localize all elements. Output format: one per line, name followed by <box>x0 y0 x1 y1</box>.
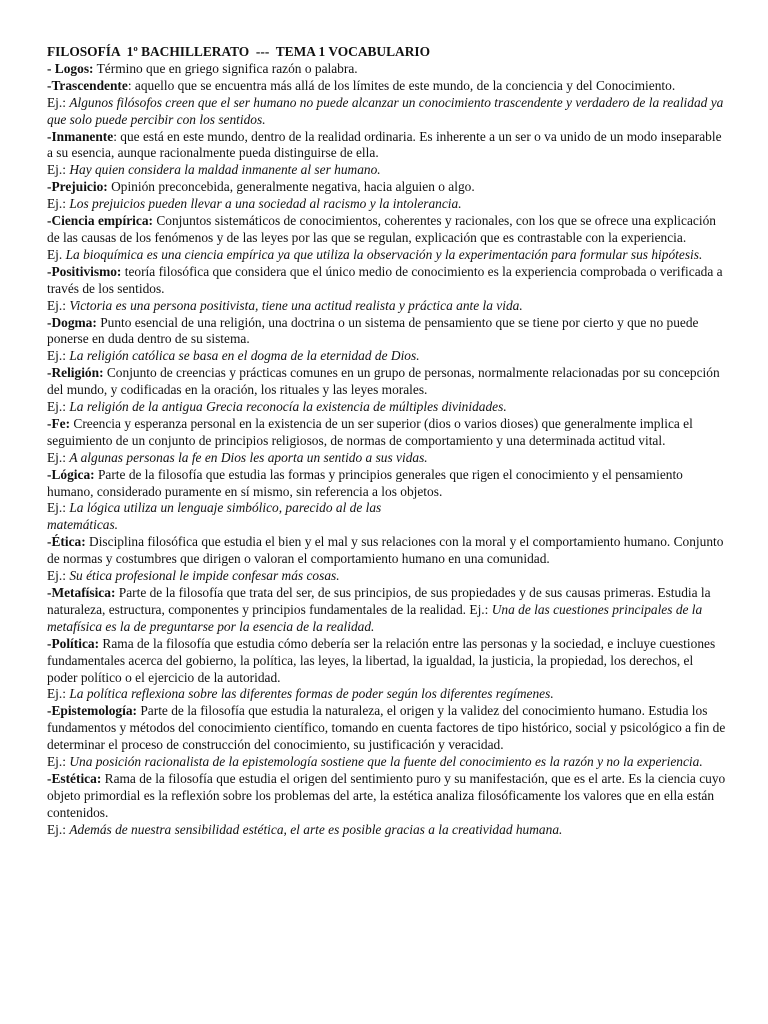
example-text: Además de nuestra sensibilidad estética, el arte es posible gracias a la creatividad humana. <box>69 821 563 837</box>
definition-entry <box>47 129 727 163</box>
example-text: Una de las cuestiones principales de la <box>491 601 703 617</box>
example-entry <box>47 500 727 534</box>
vocabulary-term: -Política: <box>47 635 100 651</box>
vocabulary-list <box>47 61 727 839</box>
example-prefix: Ej.: <box>47 297 70 313</box>
example-text: La política reflexiona sobre las diferentes formas de poder según los diferentes regímenes. <box>69 686 554 702</box>
definition-text: Conjunto de creencias y prácticas comunes en un grupo de personas, normalmente relacionadas por su concepción del mundo, y codificadas en la oración, los rituales y las leyes morales. <box>47 365 720 398</box>
example-text: Una posición racionalista de la epistemología sostiene que la fuente del conocimiento es la razón y no la experiencia. <box>69 754 703 770</box>
definition-entry <box>47 179 727 196</box>
vocabulary-term: -Epistemología: <box>47 703 138 719</box>
vocabulary-term: - Logos: <box>47 60 94 76</box>
vocabulary-term: -Metafísica: <box>47 585 116 600</box>
example-text: Victoria es una persona positivista, tiene una actitud realista y práctica ante la vida. <box>69 297 523 313</box>
example-prefix: Ej.: <box>47 686 70 702</box>
example-prefix: Ej.: <box>47 196 70 212</box>
definition-entry <box>47 467 727 501</box>
definition-text: Opinión preconcebida, generalmente negativa, hacia alguien o algo. <box>107 179 475 195</box>
example-text: A algunas personas la fe en Dios les aporta un sentido a sus vidas. <box>69 449 428 465</box>
definition-entry <box>47 416 727 450</box>
example-prefix: Ej. <box>47 246 66 262</box>
definition-text: Rama de la filosofía que estudia cómo debería ser la relación entre las personas y la sociedad, e incluye cuestiones fundamentales acerca del gobierno, la política, las leyes, la libertad, la igualdad, la justicia, la propiedad, los derechos, el poder político o el ejercicio de la autoridad. <box>47 635 716 685</box>
definition-text: Parte de la filosofía que estudia la naturaleza, el origen y la validez del conocimiento humano. Estudia los fundamentos y métodos del conocimiento científico, tomando en cuenta factores de tipo histórico, social y psicológico a fin de determinar el proceso de construcción del conocimiento, su justificación y veracidad. <box>47 703 726 753</box>
vocabulary-term: -Trascendente <box>47 77 128 93</box>
example-entry <box>47 196 727 213</box>
example-text: Algunos filósofos creen que el ser humano no puede alcanzar un conocimiento trascendente y verdadero de la realidad ya que solo puede percibir con los sentidos. <box>47 94 724 127</box>
definition-text: teoría filosófica que considera que el único medio de conocimiento es la experiencia comprobada o verificada a través de los sentidos. <box>47 263 723 296</box>
definition-text: Rama de la filosofía que estudia el origen del sentimiento puro y su manifestación, que es el arte. Es la ciencia cuyo objeto primordial es la reflexión sobre los problemas del arte, la estética analiza filosóficamente los valores que en ella están contenidos. <box>47 770 726 820</box>
vocabulary-term: -Dogma: <box>47 314 97 330</box>
definition-text: Creencia y esperanza personal en la existencia de un ser superior (dios o varios dioses) que generalmente implica el seguimiento de un conjunto de principios religiosos, de normas de comportamiento y una determinada actitud vital. <box>47 415 693 448</box>
example-entry <box>47 686 727 703</box>
definition-text: : aquello que se encuentra más allá de los límites de este mundo, de la conciencia y del Conocimiento. <box>127 77 676 93</box>
definition-entry <box>47 703 727 754</box>
example-text: Hay quien considera la maldad inmanente al ser humano. <box>69 162 381 178</box>
vocabulary-term: -Religión: <box>47 365 104 381</box>
definition-text: : que está en este mundo, dentro de la realidad ordinaria. Es inherente a un ser o va unido de un modo inseparable a su esencia, aunque racionalmente pueda distinguirse de ella. <box>47 128 722 161</box>
definition-text: Punto esencial de una religión, una doctrina o un sistema de pensamiento que se tiene por cierto y que no puede ponerse en duda dentro de su sistema. <box>47 314 699 347</box>
definition-entry <box>47 213 727 247</box>
example-text: La bioquímica es una ciencia empírica ya que utiliza la observación y la experimentación para formular sus hipótesis. <box>65 246 703 262</box>
document-title: FILOSOFÍA 1º BACHILLERATO --- TEMA 1 VOCABULARIO <box>47 44 430 59</box>
example-text: Los prejuicios pueden llevar a una sociedad al racismo y la intolerancia. <box>69 196 462 212</box>
example-prefix: Ej.: <box>47 94 70 110</box>
vocabulary-term: -Ética: <box>47 534 86 550</box>
example-text: Su ética profesional le impide confesar más cosas. <box>69 568 340 584</box>
vocabulary-term: -Positivismo: <box>47 263 122 279</box>
example-entry <box>47 568 727 585</box>
definition-text: Término que en griego significa razón o palabra. <box>93 60 358 76</box>
vocabulary-term: -Fe: <box>47 415 71 431</box>
example-text: La religión de la antigua Grecia reconocía la existencia de múltiples divinidades. <box>69 399 507 415</box>
example-prefix: Ej.: <box>47 348 70 364</box>
example-entry <box>47 399 727 416</box>
definition-entry <box>47 585 727 636</box>
example-text-continued: matemáticas. <box>47 517 119 533</box>
definition-entry <box>47 61 727 78</box>
example-entry <box>47 95 727 129</box>
definition-entry <box>47 365 727 399</box>
example-prefix: Ej.: <box>47 568 70 584</box>
example-prefix: Ej.: <box>47 754 70 770</box>
example-entry <box>47 162 727 179</box>
vocabulary-term: -Estética: <box>47 770 102 786</box>
example-entry <box>47 754 727 771</box>
vocabulary-term: -Prejuicio: <box>47 179 108 195</box>
example-text-continued: metafísica es la de preguntarse por la esencia de la realidad. <box>47 618 375 634</box>
example-prefix: Ej.: <box>47 500 70 516</box>
definition-entry <box>47 771 727 822</box>
definition-text: Disciplina filosófica que estudia el bien y el mal y sus relaciones con la moral y el comportamiento humano. Conjunto de normas y costumbres que dirigen o valoran el comportamiento humano en una comunidad. <box>47 534 724 567</box>
example-entry <box>47 450 727 467</box>
definition-text: Parte de la filosofía que trata del ser, de sus principios, de sus propiedades y de sus causas primeras. Estudia la naturaleza, estructura, componentes y principios fundamentales de la realidad. <box>47 585 711 617</box>
example-entry <box>47 247 727 264</box>
vocabulary-term: -Inmanente <box>47 128 114 144</box>
example-prefix: Ej.: <box>47 449 70 465</box>
example-text: La religión católica se basa en el dogma de la eternidad de Dios. <box>69 348 420 364</box>
example-entry <box>47 822 727 839</box>
example-prefix: Ej.: <box>469 601 492 617</box>
example-entry <box>47 348 727 365</box>
example-text: La lógica utiliza un lenguaje simbólico, parecido al de las <box>69 500 382 516</box>
definition-entry <box>47 78 727 95</box>
definition-entry <box>47 636 727 687</box>
definition-entry <box>47 264 727 298</box>
definition-text: Conjuntos sistemáticos de conocimientos, coherentes y racionales, con los que se ofrece una explicación de las causas de los fenómenos y de las leyes por las que se regulan, explicación que es contrastable con la experiencia. <box>47 213 716 245</box>
example-prefix: Ej.: <box>47 162 70 178</box>
vocabulary-term: -Lógica: <box>47 466 95 482</box>
example-prefix: Ej.: <box>47 399 70 415</box>
definition-text: Parte de la filosofía que estudia las formas y principios generales que rigen el conocimiento y el pensamiento humano, considerado puramente en sí mismo, sin referencia a los objetos. <box>47 466 683 499</box>
example-entry <box>47 298 727 315</box>
definition-entry <box>47 315 727 349</box>
vocabulary-term: -Ciencia empírica: <box>47 213 153 229</box>
document-page <box>47 44 727 839</box>
definition-entry <box>47 534 727 568</box>
example-prefix: Ej.: <box>47 821 70 837</box>
